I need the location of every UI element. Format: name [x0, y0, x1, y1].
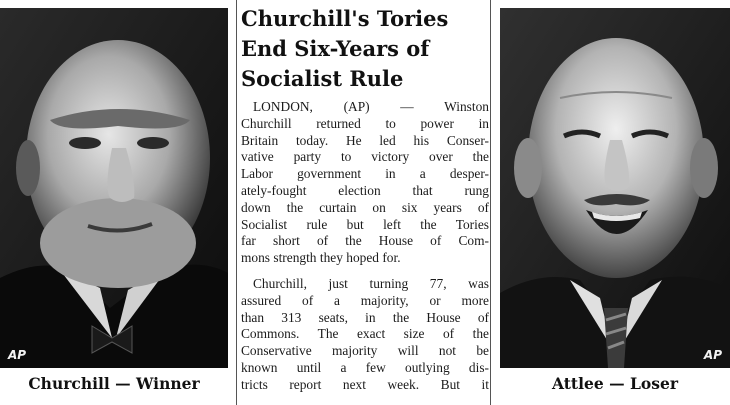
article-line: assured of a majority, or more: [241, 292, 489, 308]
article-line: Socialist rule but left the Tories: [241, 216, 489, 232]
article-line: Churchill, just turning 77, was: [253, 275, 489, 291]
headline-line: Socialist Rule: [241, 66, 404, 91]
churchill-portrait-image: [0, 8, 228, 368]
article-line: mons strength they hoped for.: [241, 250, 401, 266]
article-line: Conservative majority will not be: [241, 343, 489, 359]
article-body: [241, 99, 489, 394]
article-line: LONDON, (AP) — Winston: [253, 99, 489, 114]
article-paragraph: [241, 99, 489, 267]
attlee-portrait-image: [500, 8, 730, 368]
article-line: vative party to victory over the: [241, 149, 489, 165]
churchill-photo: [0, 8, 228, 368]
article-line: than 313 seats, in the House of: [241, 309, 489, 325]
article-line: Churchill returned to power in: [241, 115, 489, 131]
ap-credit-mark: AP: [8, 348, 27, 362]
headline: [241, 4, 489, 94]
column-divider: [236, 0, 237, 405]
headline-line: Churchill's Tories: [241, 6, 449, 31]
article-line: Britain today. He led his Conser-: [241, 132, 489, 148]
article-line: far short of the House of Com-: [241, 233, 489, 249]
article-line: Labor government in a desper-: [241, 166, 489, 182]
news-article: [241, 0, 489, 394]
article-line: down the curtain on six years of: [241, 199, 489, 215]
attlee-caption: Attlee — Loser: [552, 374, 678, 393]
article-line: Commons. The exact size of the: [241, 326, 489, 342]
headline-line: End Six-Years of: [241, 36, 430, 61]
column-divider: [490, 0, 491, 405]
article-line: tricts report next week. But it: [241, 376, 489, 392]
article-line: known until a few outlying dis-: [241, 359, 489, 375]
ap-credit-mark: AP: [703, 348, 722, 362]
article-line: ately-fought election that rung: [241, 182, 489, 198]
churchill-caption: Churchill — Winner: [28, 374, 200, 393]
article-paragraph: [241, 276, 489, 394]
attlee-photo: [500, 8, 730, 368]
